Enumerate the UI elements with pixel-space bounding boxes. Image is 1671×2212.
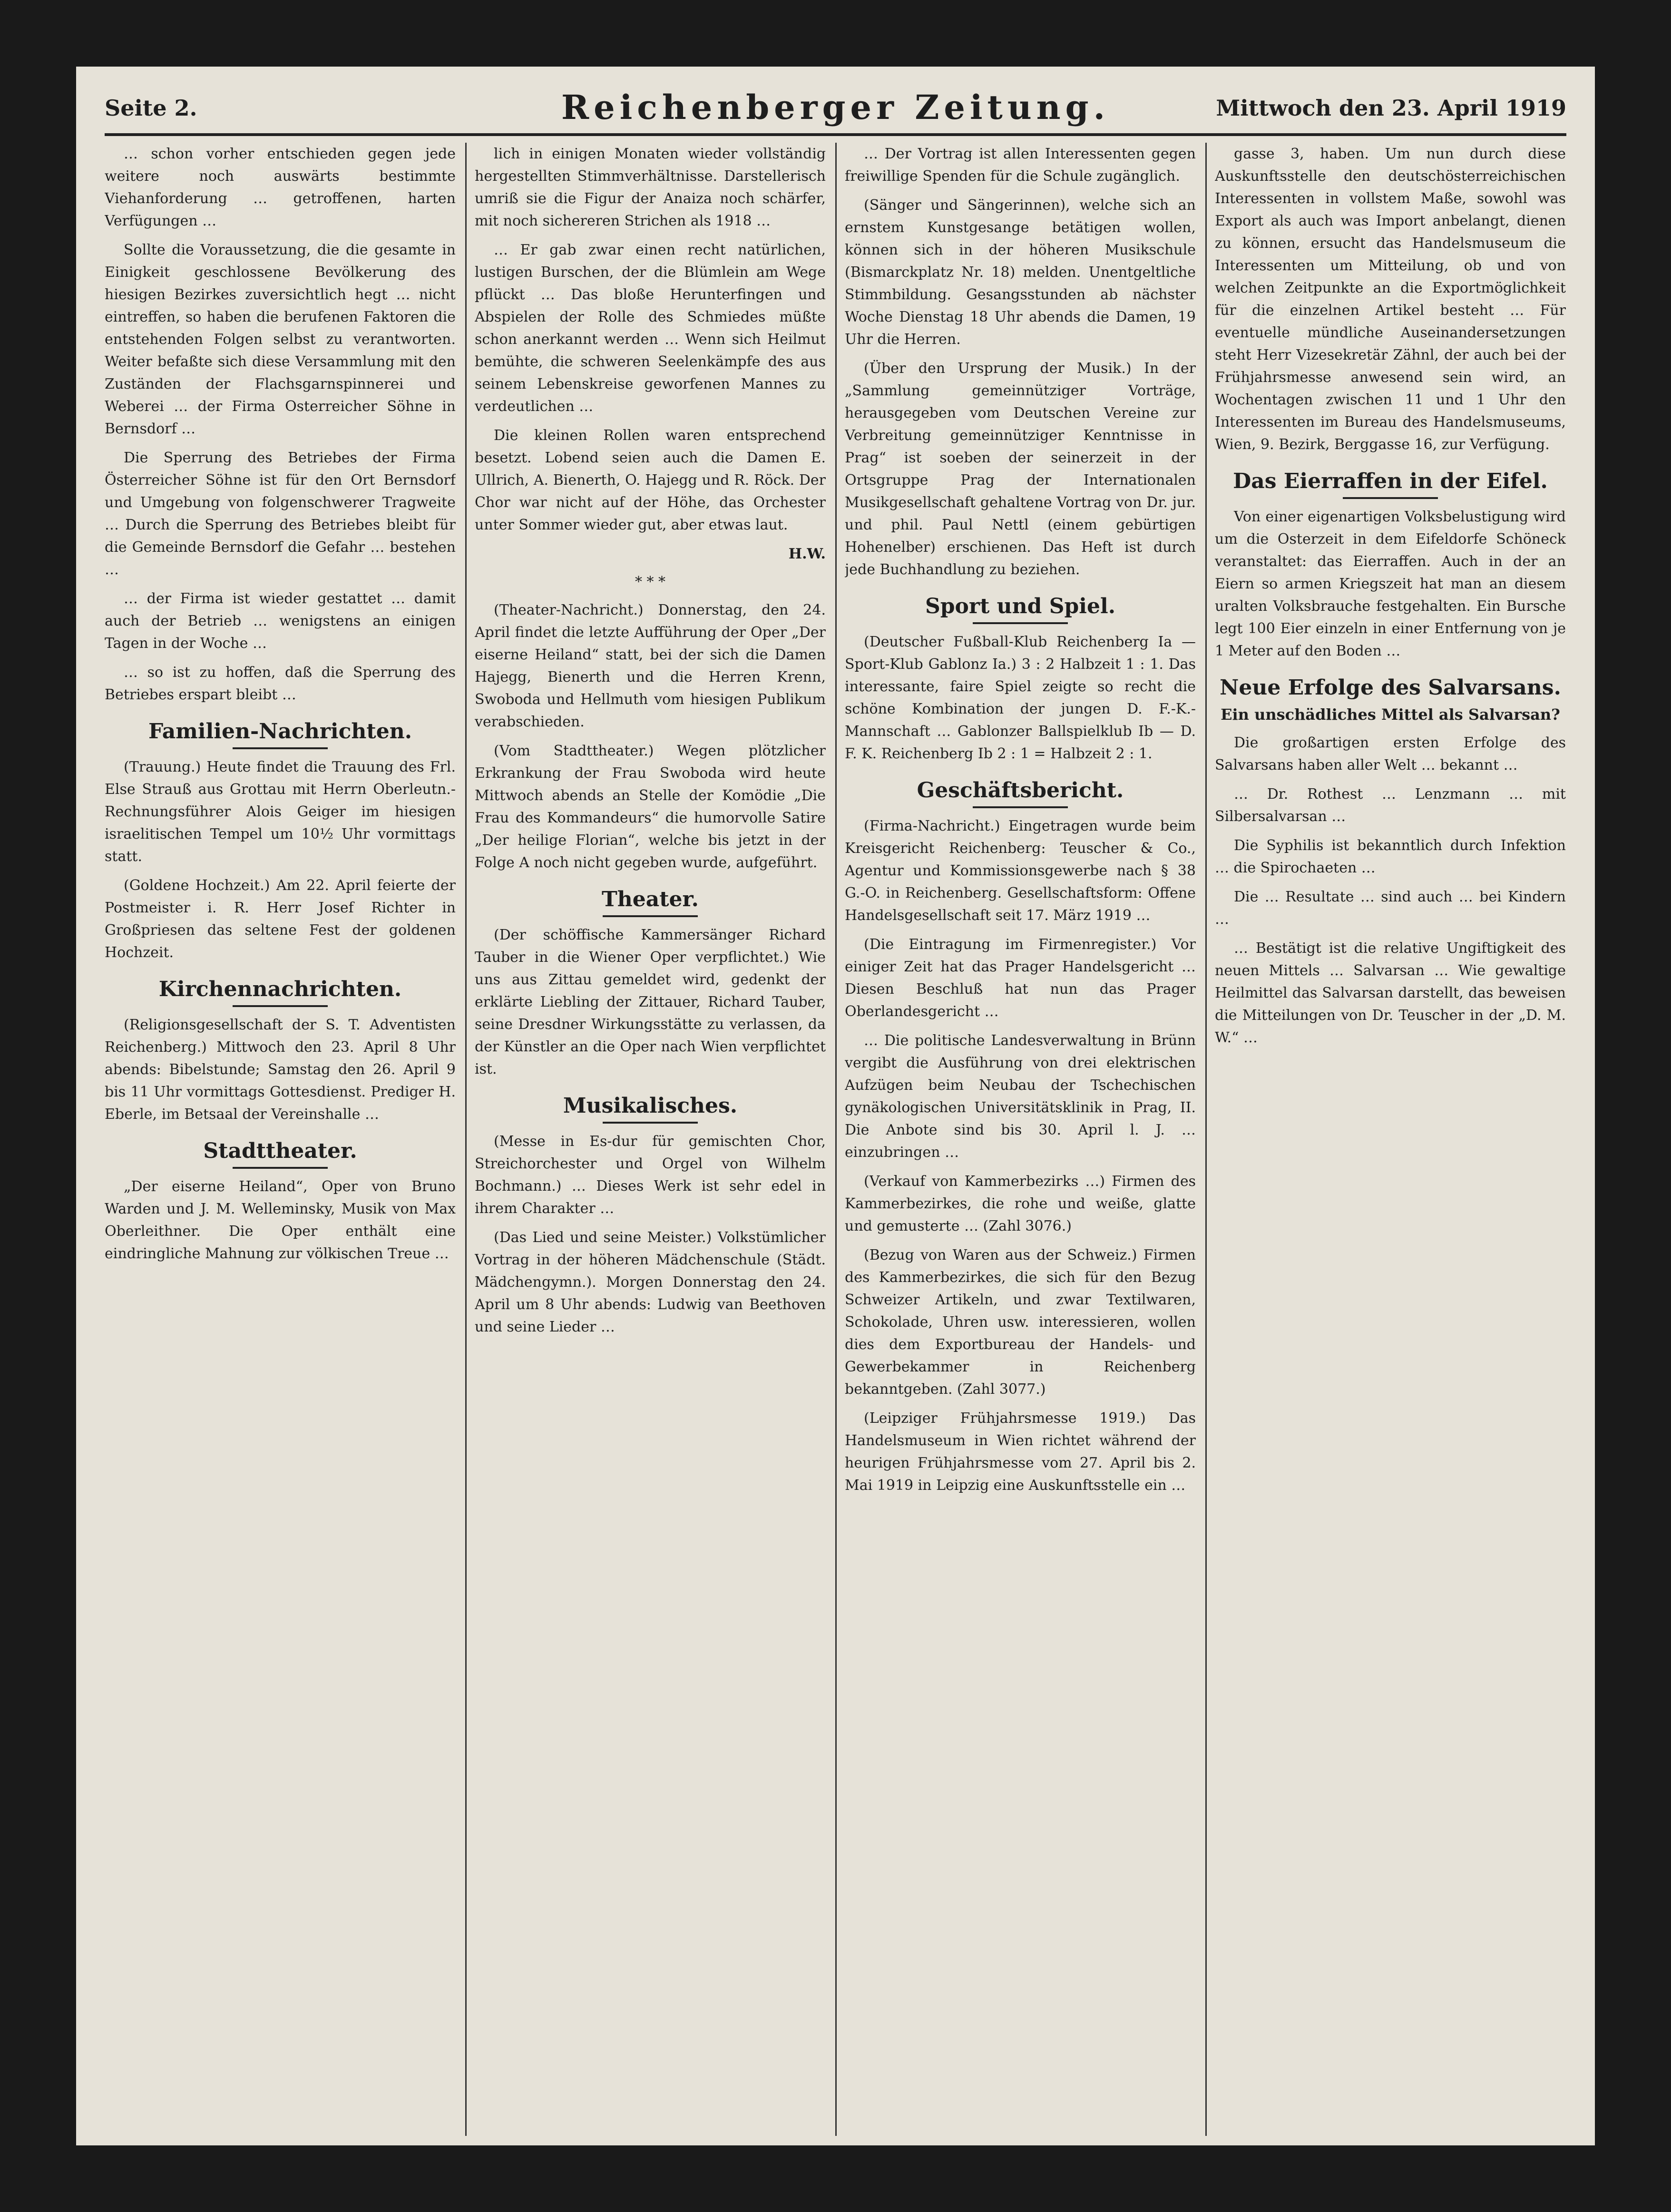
article-paragraph: … der Firma ist wieder gestattet … damit auch der Betrieb … wenigstens an einigen Tagen in der Woche … [105, 590, 456, 652]
article-paragraph: gasse 3, haben. Um nun durch diese Auskunftsstelle den deutschösterreichischen Interessenten in vollstem Maße, sowohl was Export als auch was Import anbelangt, dienen zu können, ersucht das Handelsmuseum die Interessenten um Mitteilung, ob und von welchen Zeitpunkte an die Exportmöglichkeit für die einzelnen Artikel besteht … Für eventuelle mündliche Auseinandersetzungen steht Herr Vizesekretär Zähnl, der auch bei der Frühjahrsmesse anwesend sein wird, an Wochentagen zwischen 11 und 1 Uhr den Interessenten im Bureau des Handelsmuseums, Wien, 9. Bezirk, Berggasse 16, zur Verfügung. [1215, 146, 1566, 453]
article-paragraph: Die großartigen ersten Erfolge des Salvarsans haben aller Welt … bekannt … [1215, 734, 1566, 773]
article-paragraph: Die Sperrung des Betriebes der Firma Österreicher Söhne ist für den Ort Bernsdorf und Umgebung von folgenschwerer Tragweite … Durch die Sperrung des Betriebes bleibt für die Gemeinde Bernsdorf die Gefahr … bestehen … [105, 450, 456, 578]
newspaper-page [76, 67, 1595, 2145]
section-heading-theater: Theater. [601, 887, 699, 911]
article-paragraph: (Leipziger Frühjahrsmesse 1919.) Das Handelsmuseum in Wien richtet während der heurigen Frühjahrsmesse vom 27. April bis 2. Mai 1919 in Leipzig eine Auskunftsstelle ein … [845, 1410, 1196, 1494]
article-paragraph: … schon vorher entschieden gegen jede weitere noch auswärts bestimmte Viehanforderung … getroffenen, harten Verfügungen … [105, 146, 456, 229]
column-rule [1205, 143, 1207, 2136]
article-paragraph: (Goldene Hochzeit.) Am 22. April feierte der Postmeister i. R. Herr Josef Richter in Großpriesen das seltene Fest der goldenen Hochzeit. [105, 877, 456, 961]
column-rule [465, 143, 467, 2136]
article-paragraph: (Sänger und Sängerinnen), welche sich an ernstem Kunstgesange betätigen wollen, können sich in der höheren Musikschule (Bismarckplatz Nr. 18) melden. Unentgeltliche Stimmbildung. Gesangsstunden ab nächster Woche Dienstag 18 Uhr abends die Damen, 19 Uhr die Herren. [845, 197, 1196, 348]
issue-date: Mittwoch den 23. April 1919 [1216, 95, 1566, 121]
article-paragraph: „Der eiserne Heiland“, Oper von Bruno Warden und J. M. Welleminsky, Musik von Max Oberleithner. Die Oper enthält eine eindringliche Mahnung zur völkischen Treue … [105, 1178, 456, 1262]
divider [233, 1005, 328, 1007]
article-paragraph: (Deutscher Fußball-Klub Reichenberg Ia — Sport-Klub Gablonz Ia.) 3 : 2 Halbzeit 1 : 1. Das interessante, faire Spiel zeigte so recht die schöne Kombination der jungen D. F.-K.-Mannschaft … Gablonzer Ballspielklub Ib — D. F. K. Reichenberg Ib 2 : 1 = Halbzeit 2 : 1. [845, 634, 1196, 762]
section-heading-church: Kirchennachrichten. [158, 977, 402, 1001]
newspaper-title: Reichenberger Zeitung. [561, 88, 1110, 127]
column-4 [1215, 143, 1566, 2136]
article-paragraph: … Die politische Landesverwaltung in Brünn vergibt die Ausführung von drei elektrischen Aufzügen beim Neubau der Tschechischen gynäkologischen Universitätsklinik in Prag, II. Die Anbote sind bis 30. April l. J. … einzubringen … [845, 1032, 1196, 1161]
article-paragraph: Sollte die Voraussetzung, die die gesamte in Einigkeit geschlossene Bevölkerung des hiesigen Bezirkes zuversichtlich hegt … nicht eintreffen, so haben die berufenen Faktoren die entstehenden Folgen selbst zu verantworten. Weiter befaßte sich diese Versammlung mit den Zuständen der Flachsgarnspinnerei und Weberei … der Firma Osterreicher Söhne in Bernsdorf … [105, 242, 456, 437]
article-paragraph: (Bezug von Waren aus der Schweiz.) Firmen des Kammerbezirkes, die sich für den Bezug Schweizer Artikeln, und zwar Textilwaren, Schokolade, Uhren usw. interessieren, wollen dies dem Exportbureau der Handels- und Gewerbekammer in Reichenberg bekanntgeben. (Zahl 3077.) [845, 1247, 1196, 1398]
author-signature: H.W. [788, 546, 826, 562]
article-paragraph: (Messe in Es-dur für gemischten Chor, Streichorchester und Orgel von Wilhelm Bochmann.) … Dieses Werk ist sehr edel in ihrem Charakter … [475, 1133, 826, 1217]
article-paragraph: (Das Lied und seine Meister.) Volkstümlicher Vortrag in der höheren Mädchenschule (Städt. Mädchengymn.). Morgen Donnerstag den 24. April um 8 Uhr abends: Ludwig van Beethoven und seine Lieder … [475, 1229, 826, 1335]
divider [233, 747, 328, 749]
section-subheading: Ein unschädliches Mittel als Salvarsan? [1221, 705, 1560, 724]
page-number: Seite 2. [105, 95, 197, 121]
article-paragraph: (Religionsgesellschaft der S. T. Adventisten Reichenberg.) Mittwoch den 23. April 8 Uhr abends: Bibelstunde; Samstag den 26. April 9 bis 11 Uhr vormittags Gottesdienst. Prediger H. Eberle, im Betsaal der Vereinshalle … [105, 1017, 456, 1123]
divider [233, 1167, 328, 1169]
article-paragraph: (Firma-Nachricht.) Eingetragen wurde beim Kreisgericht Reichenberg: Teuscher & Co., Agentur und Kommissionsgewerbe nach § 38 G.-O. in Reichenberg. Gesellschaftsform: Offene Handelsgesellschaft seit 17. März 1919 … [845, 818, 1196, 924]
columns [105, 143, 1566, 2136]
article-paragraph: Die … Resultate … sind auch … bei Kindern … [1215, 889, 1566, 928]
article-paragraph: (Über den Ursprung der Musik.) In der „Sammlung gemeinnütziger Vorträge, herausgegeben vom Deutschen Vereine zur Verbreitung gemeinnütziger Kenntnisse in Prag“ ist soeben der seinerzeit in der Ortsgruppe Prag der Internationalen Musikgesellschaft gehaltene Vortrag von Dr. jur. und phil. Paul Nettl (einem gebürtigen Hohenelber) erschienen. Das Heft ist durch jede Buchhandlung zu beziehen. [845, 360, 1196, 578]
divider [973, 622, 1068, 624]
divider [1343, 497, 1438, 499]
article-paragraph: … so ist zu hoffen, daß die Sperrung des Betriebes erspart bleibt … [105, 664, 456, 703]
divider [603, 1122, 698, 1124]
article-paragraph: (Die Eintragung im Firmenregister.) Vor einiger Zeit hat das Prager Handelsgericht … Diesen Beschluß hat nun das Prager Oberlandesgericht … [845, 936, 1196, 1020]
article-paragraph: (Verkauf von Kammerbezirks …) Firmen des Kammerbezirkes, die rohe und weiße, glatte und gemusterte … (Zahl 3076.) [845, 1173, 1196, 1234]
article-paragraph: (Der schöffische Kammersänger Richard Tauber in die Wiener Oper verpflichtet.) Wie uns aus Zittau gemeldet wird, gedenkt der erklärte Liebling der Zittauer, Richard Tauber, seine Dresdner Wirkungsstätte zu verlassen, da der Künstler an die Oper nach Wien verpflichtet ist. [475, 927, 826, 1077]
article-paragraph: (Trauung.) Heute findet die Trauung des Frl. Else Strauß aus Grottau mit Herrn Oberleutn.-Rechnungsführer Alois Geiger im hiesigen israelitischen Tempel um 10½ Uhr vormittags statt. [105, 759, 456, 865]
section-heading-business: Geschäftsbericht. [917, 778, 1124, 803]
section-heading-theatre: Stadttheater. [203, 1139, 357, 1163]
column-3 [845, 143, 1196, 2136]
separator-stars: * * * [635, 574, 666, 590]
divider [973, 806, 1068, 808]
section-heading-eggs: Das Eierraffen in der Eifel. [1233, 469, 1548, 493]
article-paragraph: Die Syphilis ist bekanntlich durch Infektion … die Spirochaeten … [1215, 837, 1566, 876]
section-heading-music: Musikalisches. [563, 1094, 738, 1118]
column-rule [835, 143, 837, 2136]
article-paragraph: … Er gab zwar einen recht natürlichen, lustigen Burschen, der die Blümlein am Wege pflückt … Das bloße Herunterfingen und Abspielen der Rolle des Schmiedes müßte schon anerkannt werden … Wenn sich Heilmut bemühte, die schweren Seelenkämpfe des aus seinem Lebenskreise geworfenen Mannes zu verdeutlichen … [475, 242, 826, 415]
section-heading-salvarsan: Neue Erfolge des Salvarsans. [1220, 675, 1561, 700]
column-1 [105, 143, 456, 2136]
article-paragraph: … Der Vortrag ist allen Interessenten gegen freiwillige Spenden für die Schule zugänglich. [845, 146, 1196, 185]
divider [603, 915, 698, 917]
column-2 [475, 143, 826, 2136]
article-paragraph: Von einer eigenartigen Volksbelustigung wird um die Osterzeit in dem Eifeldorfe Schöneck veranstaltet: das Eierraffen. Auch in der an Eiern so armen Kriegszeit hat man an diesem uralten Volksbrauche festgehalten. Ein Bursche legt 100 Eier einzeln in einer Entfernung von je 1 Meter auf den Boden … [1215, 509, 1566, 659]
article-paragraph: lich in einigen Monaten wieder vollständig hergestellten Stimmverhältnisse. Darstellerisch umriß sie die Figur der Anaiza noch schärfer, mit noch sichereren Strichen als 1918 … [475, 146, 826, 229]
article-paragraph: Die kleinen Rollen waren entsprechend besetzt. Lobend seien auch die Damen E. Ullrich, A. Bienerth, O. Hajegg und R. Röck. Der Chor war nicht auf der Höhe, das Orchester unter Sommer wieder gut, aber etwas laut. [475, 427, 826, 533]
article-paragraph: … Dr. Rothest … Lenzmann … mit Silbersalvarsan … [1215, 786, 1566, 825]
section-heading-family: Familien-Nachrichten. [148, 719, 412, 744]
section-heading-sport: Sport und Spiel. [925, 594, 1116, 618]
article-paragraph: (Vom Stadttheater.) Wegen plötzlicher Erkrankung der Frau Swoboda wird heute Mittwoch abends an Stelle der Komödie „Die Frau des Kommandeurs“ die humorvolle Satire „Der heilige Florian“, welche bis jetzt in der Folge A noch nicht gegeben wurde, aufgeführt. [475, 743, 826, 871]
masthead [105, 81, 1566, 136]
article-paragraph: (Theater-Nachricht.) Donnerstag, den 24. April findet die letzte Aufführung der Oper „Der eiserne Heiland“ statt, bei der sich die Damen Hajegg, Bienerth und die Herren Krenn, Swoboda und Hellmuth vom hiesigen Publikum verabschieden. [475, 602, 826, 730]
article-paragraph: … Bestätigt ist die relative Ungiftigkeit des neuen Mittels … Salvarsan … Wie gewaltige Heilmittel das Salvarsan darstellt, das beweisen die Mitteilungen von Dr. Teuscher in der „D. M. W.“ … [1215, 940, 1566, 1046]
